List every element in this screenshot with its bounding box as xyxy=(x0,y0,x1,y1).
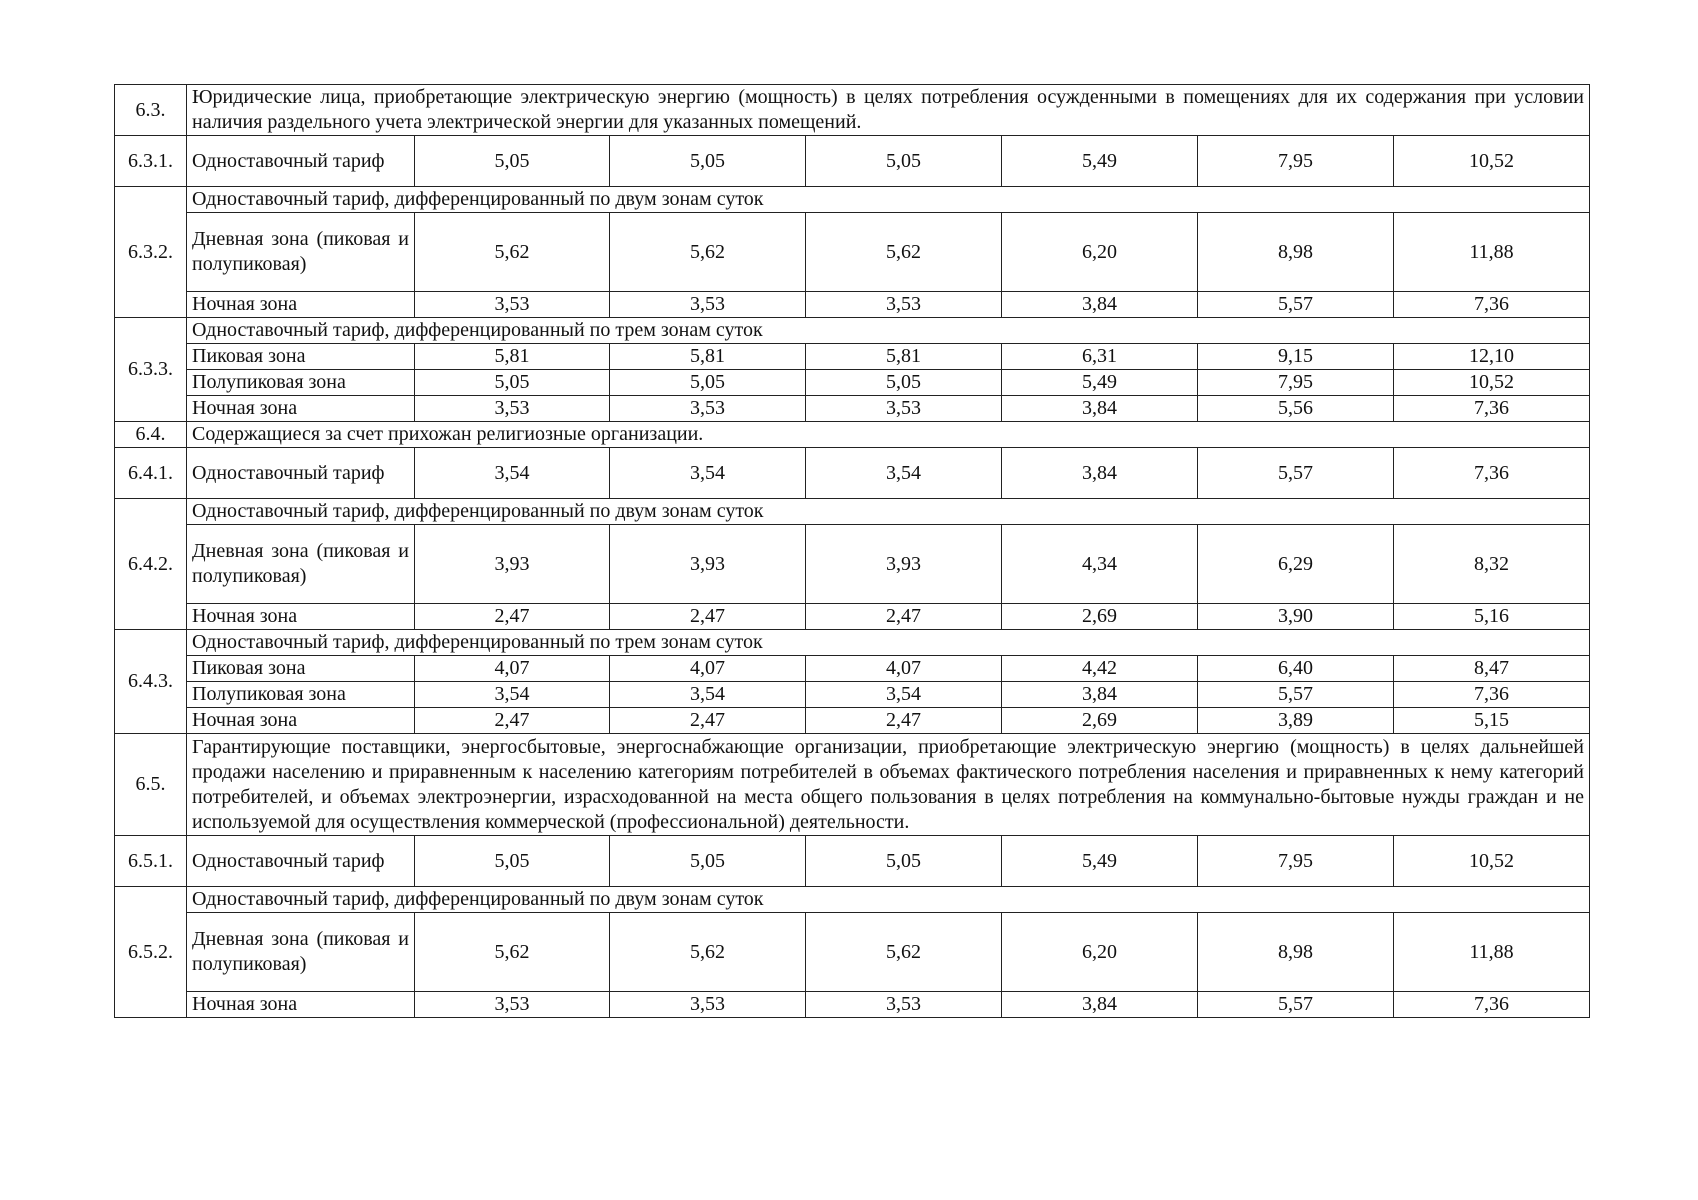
tariff-value: 3,54 xyxy=(610,682,806,708)
tariff-value: 5,62 xyxy=(415,913,610,992)
section-title: Содержащиеся за счет прихожан религиозные организации. xyxy=(187,422,1590,448)
tariff-value: 5,16 xyxy=(1394,604,1590,630)
row-code: 6.4.3. xyxy=(115,630,187,734)
tariff-value: 3,54 xyxy=(415,448,610,499)
table-row xyxy=(115,344,1590,370)
tariff-value: 2,47 xyxy=(415,708,610,734)
table-row xyxy=(115,734,1590,836)
tariff-value: 5,05 xyxy=(806,370,1002,396)
table-row xyxy=(115,318,1590,344)
tariff-value: 3,53 xyxy=(415,992,610,1018)
tariff-value: 5,49 xyxy=(1002,370,1198,396)
tariff-value: 3,93 xyxy=(415,525,610,604)
tariff-value: 5,81 xyxy=(610,344,806,370)
table-row xyxy=(115,213,1590,292)
tariff-value: 5,15 xyxy=(1394,708,1590,734)
tariff-value: 7,36 xyxy=(1394,292,1590,318)
tariff-value: 3,84 xyxy=(1002,682,1198,708)
tariff-value: 5,81 xyxy=(415,344,610,370)
tariff-value: 10,52 xyxy=(1394,136,1590,187)
tariff-value: 5,05 xyxy=(415,836,610,887)
tariff-label: Одноставочный тариф xyxy=(187,836,415,887)
zone-label: Пиковая зона xyxy=(187,344,415,370)
tariff-value: 5,56 xyxy=(1198,396,1394,422)
zone-label: Ночная зона xyxy=(187,708,415,734)
table-row xyxy=(115,913,1590,992)
tariff-value: 2,47 xyxy=(415,604,610,630)
tariff-value: 12,10 xyxy=(1394,344,1590,370)
tariff-table xyxy=(114,84,1590,1018)
tariff-value: 2,69 xyxy=(1002,604,1198,630)
tariff-value: 7,36 xyxy=(1394,448,1590,499)
row-code: 6.3.2. xyxy=(115,187,187,318)
tariff-value: 5,62 xyxy=(610,913,806,992)
zone-label: Пиковая зона xyxy=(187,656,415,682)
subsection-title: Одноставочный тариф, дифференцированный по трем зонам суток xyxy=(187,630,1590,656)
tariff-value: 3,53 xyxy=(610,292,806,318)
tariff-value: 5,05 xyxy=(610,370,806,396)
tariff-value: 3,84 xyxy=(1002,448,1198,499)
zone-label: Ночная зона xyxy=(187,292,415,318)
zone-label: Полупиковая зона xyxy=(187,370,415,396)
tariff-value: 5,81 xyxy=(806,344,1002,370)
tariff-value: 5,57 xyxy=(1198,992,1394,1018)
tariff-value: 3,93 xyxy=(610,525,806,604)
tariff-value: 3,53 xyxy=(806,396,1002,422)
tariff-value: 6,20 xyxy=(1002,913,1198,992)
row-code: 6.4.1. xyxy=(115,448,187,499)
tariff-value: 7,95 xyxy=(1198,370,1394,396)
tariff-value: 7,36 xyxy=(1394,682,1590,708)
tariff-value: 5,05 xyxy=(806,836,1002,887)
tariff-value: 7,36 xyxy=(1394,992,1590,1018)
section-title: Гарантирующие поставщики, энергосбытовые, энергоснабжающие организации, приобретающие электрическую энергию (мощность) в целях дальнейшей продажи населению и приравненным к населению категориям потребителей в объемах фактического потребления населения и приравненных к нему категорий потребителей, и объемах электроэнергии, израсходованной на места общего пользования в целях потребления на коммунально-бытовые нужды граждан и не используемой для осуществления коммерческой (профессиональной) деятельности. xyxy=(187,734,1590,836)
tariff-value: 5,05 xyxy=(806,136,1002,187)
tariff-value: 6,31 xyxy=(1002,344,1198,370)
tariff-value: 3,53 xyxy=(415,396,610,422)
table-row xyxy=(115,396,1590,422)
tariff-value: 11,88 xyxy=(1394,913,1590,992)
zone-label: Дневная зона (пиковая и полупиковая) xyxy=(187,525,415,604)
tariff-value: 5,57 xyxy=(1198,448,1394,499)
row-code: 6.5.2. xyxy=(115,887,187,1018)
tariff-value: 5,62 xyxy=(610,213,806,292)
table-row xyxy=(115,992,1590,1018)
tariff-value: 4,42 xyxy=(1002,656,1198,682)
tariff-value: 10,52 xyxy=(1394,836,1590,887)
tariff-value: 5,05 xyxy=(415,136,610,187)
row-code: 6.5. xyxy=(115,734,187,836)
zone-label: Полупиковая зона xyxy=(187,682,415,708)
tariff-value: 4,07 xyxy=(610,656,806,682)
table-row xyxy=(115,604,1590,630)
row-code: 6.3. xyxy=(115,85,187,136)
tariff-value: 2,47 xyxy=(806,708,1002,734)
tariff-value: 11,88 xyxy=(1394,213,1590,292)
tariff-value: 7,36 xyxy=(1394,396,1590,422)
subsection-title: Одноставочный тариф, дифференцированный по двум зонам суток xyxy=(187,499,1590,525)
tariff-value: 3,53 xyxy=(806,992,1002,1018)
table-row xyxy=(115,370,1590,396)
tariff-value: 10,52 xyxy=(1394,370,1590,396)
zone-label: Ночная зона xyxy=(187,396,415,422)
tariff-value: 8,47 xyxy=(1394,656,1590,682)
tariff-value: 3,53 xyxy=(610,992,806,1018)
zone-label: Ночная зона xyxy=(187,604,415,630)
section-title: Юридические лица, приобретающие электрическую энергию (мощность) в целях потребления осужденными в помещениях для их содержания при условии наличия раздельного учета электрической энергии для указанных помещений. xyxy=(187,85,1590,136)
tariff-value: 5,05 xyxy=(610,836,806,887)
tariff-value: 6,20 xyxy=(1002,213,1198,292)
table-row xyxy=(115,85,1590,136)
table-row xyxy=(115,656,1590,682)
row-code: 6.3.1. xyxy=(115,136,187,187)
subsection-title: Одноставочный тариф, дифференцированный по двум зонам суток xyxy=(187,887,1590,913)
subsection-title: Одноставочный тариф, дифференцированный по двум зонам суток xyxy=(187,187,1590,213)
tariff-value: 4,34 xyxy=(1002,525,1198,604)
tariff-value: 2,47 xyxy=(610,708,806,734)
tariff-value: 3,90 xyxy=(1198,604,1394,630)
tariff-value: 3,93 xyxy=(806,525,1002,604)
zone-label: Дневная зона (пиковая и полупиковая) xyxy=(187,913,415,992)
tariff-value: 3,54 xyxy=(806,448,1002,499)
tariff-value: 3,53 xyxy=(610,396,806,422)
tariff-value: 3,53 xyxy=(415,292,610,318)
table-row xyxy=(115,836,1590,887)
tariff-value: 2,47 xyxy=(806,604,1002,630)
table-row xyxy=(115,448,1590,499)
tariff-label: Одноставочный тариф xyxy=(187,136,415,187)
table-row xyxy=(115,887,1590,913)
table-row xyxy=(115,187,1590,213)
tariff-value: 2,69 xyxy=(1002,708,1198,734)
tariff-table-body xyxy=(115,85,1590,1018)
row-code: 6.5.1. xyxy=(115,836,187,887)
tariff-value: 2,47 xyxy=(610,604,806,630)
tariff-value: 3,54 xyxy=(610,448,806,499)
table-row xyxy=(115,292,1590,318)
tariff-value: 9,15 xyxy=(1198,344,1394,370)
tariff-value: 3,89 xyxy=(1198,708,1394,734)
zone-label: Ночная зона xyxy=(187,992,415,1018)
subsection-title: Одноставочный тариф, дифференцированный по трем зонам суток xyxy=(187,318,1590,344)
tariff-value: 4,07 xyxy=(415,656,610,682)
tariff-value: 5,62 xyxy=(415,213,610,292)
tariff-value: 7,95 xyxy=(1198,136,1394,187)
tariff-value: 5,49 xyxy=(1002,836,1198,887)
tariff-value: 3,53 xyxy=(806,292,1002,318)
tariff-value: 5,62 xyxy=(806,913,1002,992)
tariff-value: 5,57 xyxy=(1198,682,1394,708)
table-row xyxy=(115,136,1590,187)
row-code: 6.3.3. xyxy=(115,318,187,422)
table-row xyxy=(115,708,1590,734)
tariff-value: 8,98 xyxy=(1198,213,1394,292)
tariff-value: 4,07 xyxy=(806,656,1002,682)
tariff-value: 5,05 xyxy=(610,136,806,187)
tariff-value: 6,29 xyxy=(1198,525,1394,604)
tariff-label: Одноставочный тариф xyxy=(187,448,415,499)
tariff-value: 3,54 xyxy=(806,682,1002,708)
tariff-value: 3,84 xyxy=(1002,396,1198,422)
table-row xyxy=(115,499,1590,525)
tariff-value: 8,98 xyxy=(1198,913,1394,992)
tariff-value: 5,62 xyxy=(806,213,1002,292)
tariff-value: 3,54 xyxy=(415,682,610,708)
tariff-value: 7,95 xyxy=(1198,836,1394,887)
row-code: 6.4.2. xyxy=(115,499,187,630)
tariff-value: 5,05 xyxy=(415,370,610,396)
table-row xyxy=(115,630,1590,656)
tariff-value: 6,40 xyxy=(1198,656,1394,682)
tariff-value: 8,32 xyxy=(1394,525,1590,604)
row-code: 6.4. xyxy=(115,422,187,448)
table-row xyxy=(115,422,1590,448)
tariff-value: 5,49 xyxy=(1002,136,1198,187)
table-row xyxy=(115,525,1590,604)
table-row xyxy=(115,682,1590,708)
tariff-value: 5,57 xyxy=(1198,292,1394,318)
zone-label: Дневная зона (пиковая и полупиковая) xyxy=(187,213,415,292)
tariff-value: 3,84 xyxy=(1002,992,1198,1018)
tariff-value: 3,84 xyxy=(1002,292,1198,318)
